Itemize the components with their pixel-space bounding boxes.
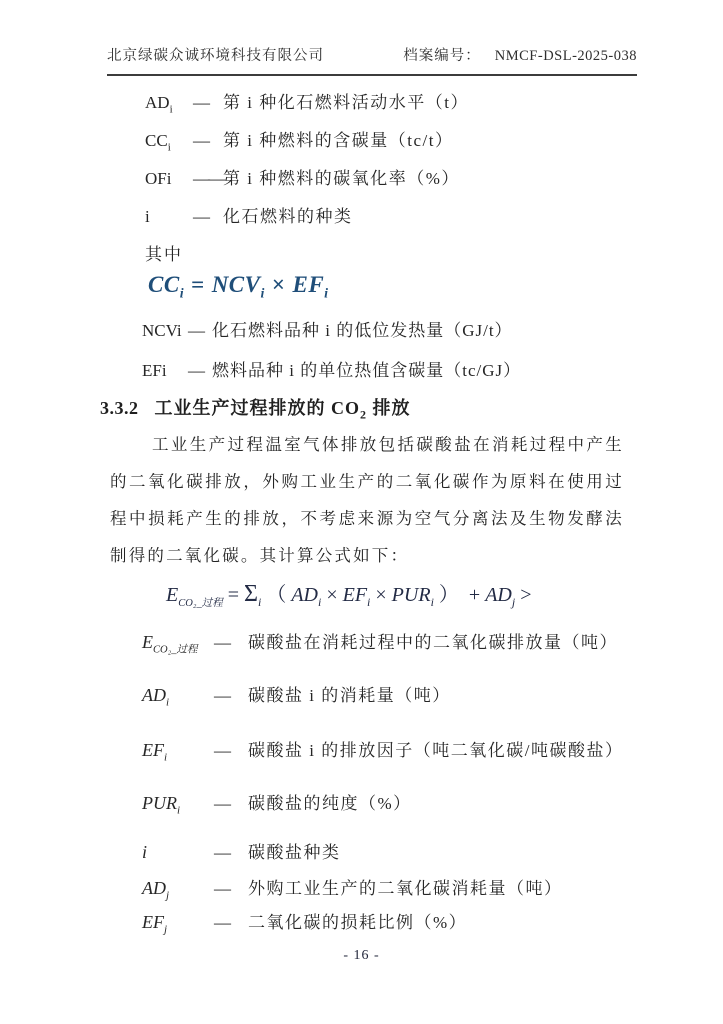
formula-term: $E_{CO_2\_过程}$ [166, 584, 223, 609]
where-label: 其中 [145, 245, 183, 264]
definition-description: 化石燃料的种类 [223, 207, 353, 226]
definition-dash: — [193, 131, 208, 150]
header-company: 北京绿碳众诚环境科技有限公司 [107, 48, 324, 64]
definition-dash: — [214, 843, 229, 862]
definition-row [110, 164, 630, 202]
definition-row [110, 628, 650, 657]
definition-dash: — [214, 879, 229, 898]
definition-description: 燃料品种 i 的单位热值含碳量（tc/GJ） [212, 361, 522, 380]
definition-dash: — [188, 361, 203, 380]
definition-dash: — [188, 321, 203, 340]
body-paragraph: 工业生产过程温室气体排放包括碳酸盐在消耗过程中产生的二氧化碳排放，外购工业生产的二氧化碳作为原料在使用过程中损耗产生的排放，不考虑来源为空气分离法及生物发酵法制得的二氧化碳。其计算公式如下： [110, 435, 624, 565]
definition-dash: — [214, 741, 229, 760]
definition-description: 碳酸盐 i 的排放因子（吨二氧化碳/吨碳酸盐） [248, 741, 624, 760]
formula-carbon-content [148, 272, 329, 303]
archive-number-label: 档案编号： [403, 48, 481, 64]
formula-term: $AD_j$ [485, 584, 516, 609]
definition-dash: —— [193, 169, 223, 188]
section-number: 3.3.2 [100, 398, 139, 418]
multiply-sign: × [271, 272, 286, 297]
page-number: - 16 - [343, 948, 380, 963]
formula-term: $EF_i$ [342, 584, 371, 609]
definition-row [110, 736, 650, 764]
definition-dash: — [214, 913, 229, 932]
trailing-glyph: > [520, 584, 532, 606]
definition-description: 第 i 种燃料的含碳量（tc/t） [223, 131, 454, 150]
equals-sign: = [191, 272, 205, 297]
definition-description: 二氧化碳的损耗比例（%） [248, 913, 468, 932]
section-title: 工业生产过程排放的 $CO_2$ 排放 [154, 398, 411, 422]
definition-row [110, 908, 650, 936]
formula-term: $EF_i$ [292, 272, 329, 302]
definition-description: 碳酸盐在消耗过程中的二氧化碳排放量（吨） [248, 633, 618, 652]
definition-description: 碳酸盐 i 的消耗量（吨） [248, 686, 451, 705]
formula-process-emission [166, 578, 536, 610]
definition-row [110, 874, 650, 902]
fossil-fuel-definitions [110, 88, 630, 240]
formula-term: $PUR_i$ [391, 584, 434, 609]
definition-dash: — [214, 633, 229, 652]
definition-description: 第 i 种燃料的碳氧化率（%） [223, 169, 460, 188]
header-archive [403, 44, 637, 65]
definition-symbol: i [142, 842, 148, 862]
definition-symbol: $PUR_i$ [142, 793, 181, 817]
definition-symbol: $E_{CO_2\_过程}$ [142, 632, 198, 656]
definition-dash: — [214, 794, 229, 813]
definition-description: 第 i 种化石燃料活动水平（t） [223, 93, 469, 112]
formula-term: $AD_i$ [291, 584, 322, 609]
definition-row [110, 789, 650, 817]
definition-row [110, 316, 630, 356]
definition-symbol: $CC_i$ [145, 131, 171, 154]
definition-symbol: NCVi [142, 321, 182, 340]
close-paren: ） [438, 584, 459, 606]
definition-symbol: $AD_i$ [145, 93, 173, 116]
section-heading [100, 394, 411, 423]
definition-symbol: $AD_j$ [142, 878, 170, 902]
definition-symbol: i [145, 207, 150, 226]
plus-sign: + [468, 584, 481, 606]
definition-row [110, 88, 630, 126]
page-header [107, 44, 637, 76]
multiply-sign: × [375, 584, 387, 606]
definition-description: 碳酸盐的纯度（%） [248, 794, 412, 813]
definition-symbol: $EF_j$ [142, 912, 168, 936]
equals-sign: = [227, 584, 239, 606]
archive-number-value: NMCF-DSL-2025-038 [494, 48, 637, 64]
definition-row [110, 126, 630, 164]
definition-symbol: EFi [142, 361, 167, 380]
definition-row [110, 681, 650, 709]
definition-description: 碳酸盐种类 [248, 843, 341, 862]
heating-value-definitions [110, 316, 630, 396]
definition-dash: — [193, 93, 208, 112]
definition-description: 外购工业生产的二氧化碳消耗量（吨） [248, 879, 563, 898]
definition-symbol: OFi [145, 169, 172, 188]
definition-row [110, 356, 630, 396]
sigma-term: $\Sigma_i$ [244, 581, 262, 609]
definition-dash: — [214, 686, 229, 705]
definition-symbol: $AD_i$ [142, 685, 170, 709]
formula-term: $NCV_i$ [211, 272, 265, 302]
definition-symbol: $EF_i$ [142, 740, 168, 764]
multiply-sign: × [326, 584, 338, 606]
formula-term: $CC_i$ [148, 272, 185, 302]
definition-description: 化石燃料品种 i 的低位发热量（GJ/t） [212, 321, 513, 340]
definition-row [110, 838, 650, 866]
definition-row [110, 202, 630, 240]
definition-dash: — [193, 207, 208, 226]
open-paren: （ [266, 584, 287, 606]
